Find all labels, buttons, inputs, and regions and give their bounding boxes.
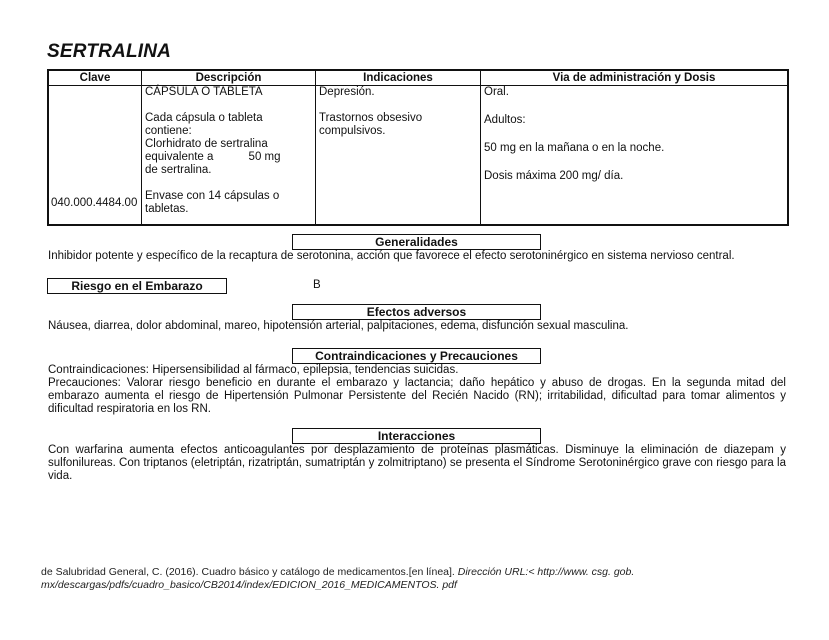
reference-url-part1: Dirección URL:< http://www. csg. gob. (457, 566, 635, 578)
reference-plain: de Salubridad General, C. (2016). Cuadro básico y catálogo de medicamentos.[en línea]. (41, 566, 458, 578)
ind-line: compulsivos. (319, 125, 386, 137)
desc-line: de sertralina. (145, 164, 212, 176)
via-line: 50 mg en la mañana o en la noche. (484, 142, 665, 154)
via-line: Adultos: (484, 114, 526, 126)
header-indicaciones: Indicaciones (316, 70, 481, 86)
page-title: SERTRALINA (47, 41, 172, 62)
interacciones-text (48, 444, 786, 483)
cell-via (481, 86, 789, 226)
contraindicaciones-text (48, 364, 786, 416)
via-line: Oral. (484, 86, 509, 98)
efectos-heading: Efectos adversos (292, 304, 541, 320)
ind-line: Trastornos obsesivo (319, 112, 423, 124)
cell-clave: 040.000.4484.00 (48, 86, 142, 226)
desc-line: Envase con 14 cápsulas o (145, 190, 280, 202)
header-clave: Clave (48, 70, 142, 86)
header-descripcion: Descripción (142, 70, 316, 86)
contraindicaciones-line: Contraindicaciones: Hipersensibilidad al fármaco, epilepsia, tendencias suicidas. (48, 364, 459, 376)
cell-indicaciones (316, 86, 481, 226)
header-via: Via de administración y Dosis (481, 70, 789, 86)
generalidades-heading: Generalidades (292, 234, 541, 250)
table-row (48, 86, 788, 226)
interacciones-heading: Interacciones (292, 428, 541, 444)
precauciones-line: Precauciones: Valorar riesgo beneficio en durante el embarazo y lactancia; daño hepático y abuso de drogas. En la segunda mitad del embarazo aumenta el riesgo de Hipertensión Pulmonar Persistente del Recién Nacido (RN); irritabilidad, dificultad para tomar alimentos y dificultad respiratoria en los RN. (48, 377, 786, 415)
efectos-text (48, 320, 786, 333)
generalidades-line: Inhibidor potente y específico de la recaptura de serotonina, acción que favorece el efecto serotoninérgico en sistema nervioso central. (48, 250, 735, 262)
reference-url-part2: mx/descargas/pdfs/cuadro_basico/CB2014/index/EDICION_2016_MEDICAMENTOS. pdf (41, 579, 457, 591)
drug-table (47, 69, 789, 226)
generalidades-text (48, 250, 786, 263)
via-line: Dosis máxima 200 mg/ día. (484, 170, 624, 182)
riesgo-embarazo-label: Riesgo en el Embarazo (47, 278, 227, 294)
desc-line: tabletas. (145, 203, 189, 215)
cell-descripcion (142, 86, 316, 226)
desc-line: equivalente a 50 mg (145, 151, 281, 163)
ind-line: Depresión. (319, 86, 375, 98)
reference-citation (41, 566, 634, 592)
desc-line: Clorhidrato de sertralina (145, 138, 268, 150)
desc-line: Cada cápsula o tableta (145, 112, 263, 124)
desc-line: contiene: (145, 125, 192, 137)
desc-line: CÁPSULA O TABLETA (145, 86, 263, 98)
interacciones-line: Con warfarina aumenta efectos anticoagulantes por desplazamiento de proteínas plasmáticas. Disminuye la eliminación de diazepam y sulfonilureas. Con triptanos (eletriptán, rizatriptán, sumatriptán y zolmitriptano) se presenta el Síndrome Serotoninérgico grave con riesgo para la vida. (48, 444, 786, 482)
table-header-row (48, 70, 788, 86)
riesgo-embarazo-value: B (313, 279, 321, 291)
efectos-line: Náusea, diarrea, dolor abdominal, mareo, hipotensión arterial, palpitaciones, edema, disfunción sexual masculina. (48, 320, 629, 332)
contraindicaciones-heading: Contraindicaciones y Precauciones (292, 348, 541, 364)
